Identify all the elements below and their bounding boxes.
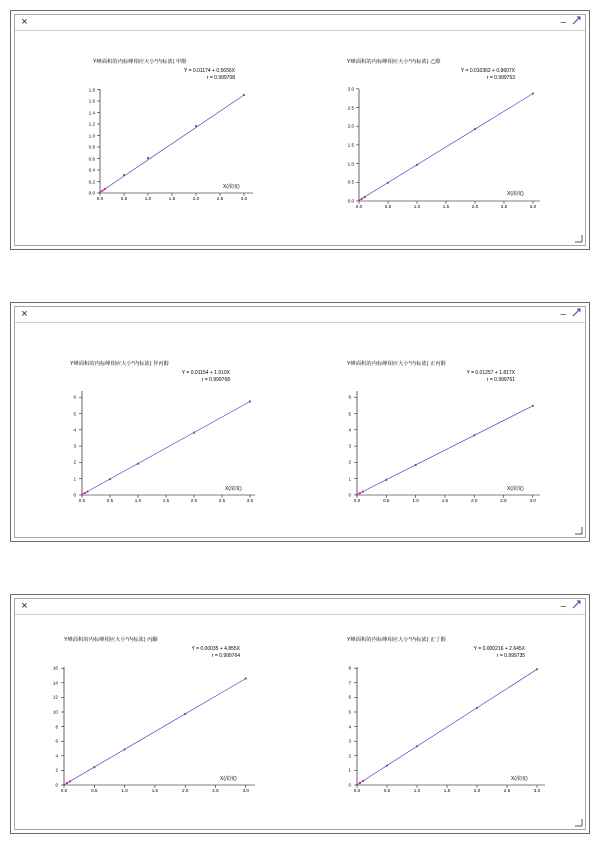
x-tick-label: 3.0 — [246, 498, 254, 503]
y-tick-label: 0.2 — [88, 179, 95, 184]
x-tick-label: 2.5 — [218, 498, 226, 503]
x-tick-label: 0.5 — [120, 196, 128, 201]
y-tick-label: 0.4 — [88, 167, 95, 173]
plot-svg — [335, 85, 545, 217]
y-tick-label: 8 — [348, 665, 351, 671]
x-tick-label: 3.0 — [240, 196, 248, 201]
x-tick-label: 1.0 — [121, 788, 128, 793]
plot-svg — [335, 387, 545, 511]
y-tick-label: 14 — [52, 680, 58, 686]
y-tick-label: 2 — [73, 459, 76, 465]
y-tick-label: 3.0 — [347, 86, 354, 92]
chart-correlation: r = 0.999753 — [486, 75, 515, 81]
x-tick-label: 2.5 — [216, 196, 224, 201]
chart-window-3[interactable] — [10, 594, 590, 834]
y-tick-label: 4 — [348, 427, 351, 433]
plot-svg — [75, 85, 260, 209]
y-tick-label: 0.8 — [88, 144, 95, 150]
x-tick-label: 0.5 — [383, 498, 390, 503]
y-tick-label: 0 — [55, 782, 58, 788]
y-tick-label: 3 — [348, 443, 351, 449]
chart-title: Y峰面积的内标峰相应大小*内标浓) 正丙醇 — [347, 361, 446, 367]
x-tick-label: 0.0 — [355, 204, 363, 209]
chart-correlation: r = 0.999708 — [206, 75, 235, 81]
chart-equation: Y = 0.01257 + 1.817X — [466, 370, 515, 376]
x-tick-label: 0.5 — [106, 498, 114, 503]
titlebar-3[interactable] — [15, 599, 585, 615]
chart-equation: Y = 0.01174 + 0.5656X — [184, 68, 235, 74]
y-tick-label: 12 — [52, 694, 58, 700]
y-tick-label: 1 — [348, 767, 351, 773]
chart-title: Y峰面积的内标峰相应大小*内标浓) 甲醇 — [93, 59, 187, 65]
y-tick-label: 2 — [55, 767, 58, 773]
chart-correlation: r = 0.999761 — [486, 377, 515, 383]
x-tick-label: 0.0 — [78, 498, 86, 503]
x-tick-label: 2.0 — [473, 788, 481, 793]
plot-area — [335, 85, 545, 217]
window-controls-3[interactable] — [560, 600, 581, 613]
chart-equation: Y = 0.01154 + 1.910X — [181, 370, 230, 376]
close-icon[interactable]: × — [21, 16, 28, 28]
x-tick-label: 3.0 — [533, 788, 541, 793]
chart-canvas-3 — [15, 615, 585, 828]
y-tick-label: 5 — [73, 411, 76, 416]
y-tick-label: 1.4 — [88, 110, 95, 115]
x-tick-label: 1.0 — [413, 788, 421, 793]
chart-ethanol[interactable] — [335, 59, 545, 219]
close-icon[interactable]: × — [21, 600, 28, 612]
y-tick-label: 0 — [348, 492, 351, 498]
chart-acetone[interactable] — [40, 637, 260, 802]
x-axis-label: X(浓度) — [507, 191, 524, 197]
maximize-icon[interactable] — [572, 308, 581, 321]
y-tick-label: 5 — [348, 411, 351, 416]
x-tick-label: 0.5 — [91, 788, 98, 793]
y-tick-label: 7 — [348, 680, 351, 686]
y-tick-label: 0.5 — [347, 179, 354, 185]
x-tick-label: 0.5 — [383, 788, 391, 793]
y-tick-label: 0.0 — [88, 190, 95, 196]
minimize-icon[interactable]: – — [560, 600, 566, 612]
x-axis-label: X(浓度) — [511, 776, 528, 782]
x-axis-label: X(浓度) — [507, 486, 524, 492]
plot-area — [40, 663, 260, 802]
x-tick-label: 0.0 — [353, 498, 361, 503]
window-inner-3 — [14, 598, 586, 830]
plot-svg — [60, 387, 260, 511]
y-tick-label: 4 — [55, 753, 58, 759]
y-tick-label: 5 — [348, 709, 351, 715]
chart-isopropanol[interactable] — [60, 361, 260, 511]
x-axis-label: X(浓度) — [223, 184, 240, 190]
x-axis-label: X(浓度) — [225, 486, 242, 492]
x-tick-label: 2.0 — [181, 788, 189, 793]
x-tick-label: 3.0 — [242, 788, 249, 793]
x-tick-label: 2.0 — [471, 204, 479, 209]
minimize-icon[interactable]: – — [560, 308, 566, 320]
y-tick-label: 2 — [348, 459, 351, 465]
x-tick-label: 2.5 — [500, 498, 507, 503]
y-tick-label: 3 — [348, 738, 351, 744]
window-inner-2 — [14, 306, 586, 538]
y-tick-label: 1.6 — [88, 98, 95, 104]
x-tick-label: 1.0 — [134, 498, 142, 503]
minimize-icon[interactable]: – — [560, 16, 566, 28]
x-tick-label: 1.0 — [144, 196, 152, 201]
chart-title: Y峰面积的内标峰相应大小*内标浓) 丙酮 — [64, 637, 158, 643]
x-tick-label: 1.5 — [442, 204, 450, 209]
y-tick-label: 6 — [348, 694, 351, 700]
chart-canvas-1 — [15, 31, 585, 244]
y-tick-label: 6 — [348, 394, 351, 400]
x-tick-label: 1.5 — [162, 498, 170, 503]
x-tick-label: 3.0 — [529, 204, 537, 209]
x-tick-label: 2.5 — [212, 788, 219, 793]
maximize-icon[interactable] — [572, 16, 581, 29]
resize-grip-icon[interactable] — [574, 818, 583, 827]
x-tick-label: 1.5 — [441, 498, 449, 503]
plot-area — [335, 387, 545, 511]
x-tick-label: 0.0 — [353, 788, 361, 793]
chart-equation: Y = 0.010362 + 0.9607X — [460, 68, 515, 74]
y-tick-label: 2 — [348, 753, 351, 759]
x-tick-label: 2.5 — [503, 788, 511, 793]
y-tick-label: 6 — [55, 738, 58, 744]
x-tick-label: 2.5 — [500, 204, 508, 209]
x-axis-label: X(浓度) — [220, 776, 237, 782]
y-tick-label: 0.0 — [347, 198, 354, 204]
y-tick-label: 6 — [73, 394, 76, 400]
x-tick-label: 0.0 — [60, 788, 68, 793]
y-tick-label: 1 — [73, 476, 76, 482]
y-tick-label: 1.2 — [88, 121, 95, 127]
resize-grip-icon[interactable] — [574, 234, 583, 243]
x-tick-label: 1.5 — [443, 788, 451, 793]
x-tick-label: 1.5 — [151, 788, 159, 793]
chart-equation: Y = 0.00035 + 4.855X — [191, 646, 240, 652]
chart-window-2[interactable] — [10, 302, 590, 542]
y-tick-label: 2.5 — [347, 105, 354, 110]
close-icon[interactable]: × — [21, 308, 28, 320]
y-tick-label: 8 — [55, 724, 58, 730]
y-tick-label: 3 — [73, 443, 76, 449]
y-tick-label: 1.0 — [88, 133, 95, 138]
window-controls-2[interactable] — [560, 308, 581, 321]
y-tick-label: 2.0 — [347, 123, 354, 129]
x-tick-label: 2.0 — [470, 498, 478, 503]
y-tick-label: 0 — [73, 492, 76, 498]
chart-canvas-2 — [15, 323, 585, 536]
x-tick-label: 1.0 — [413, 204, 421, 209]
chart-n-propanol[interactable] — [335, 361, 545, 511]
chart-window-1[interactable] — [10, 10, 590, 250]
chart-title: Y峰面积的内标峰相应大小*内标浓) 乙醇 — [347, 59, 441, 65]
x-tick-label: 0.5 — [384, 204, 392, 209]
titlebar-2[interactable] — [15, 307, 585, 323]
x-tick-label: 2.0 — [192, 196, 200, 201]
chart-correlation: r = 0.999764 — [211, 653, 240, 659]
y-tick-label: 4 — [348, 724, 351, 730]
chart-title: Y峰面积的内标峰相应大小*内标浓) 正丁醇 — [347, 637, 446, 643]
y-tick-label: 16 — [52, 665, 58, 671]
y-tick-label: 10 — [52, 709, 58, 715]
x-tick-label: 1.0 — [412, 498, 419, 503]
y-tick-label: 1.0 — [347, 161, 354, 167]
chart-title: Y峰面积的内标峰相应大小*内标浓) 异丙醇 — [70, 361, 169, 367]
x-tick-label: 2.0 — [190, 498, 198, 503]
y-tick-label: 0.6 — [88, 156, 95, 161]
resize-grip-icon[interactable] — [574, 526, 583, 535]
maximize-icon[interactable] — [572, 600, 581, 613]
x-tick-label: 3.0 — [529, 498, 536, 503]
plot-area — [335, 663, 550, 802]
window-controls-1[interactable] — [560, 16, 581, 29]
y-tick-label: 1.5 — [347, 142, 354, 148]
plot-area — [60, 387, 260, 511]
chart-correlation: r = 0.999735 — [496, 653, 525, 659]
plot-area — [75, 85, 260, 209]
chart-methanol[interactable] — [75, 59, 260, 209]
y-tick-label: 1 — [348, 476, 351, 482]
chart-correlation: r = 0.999768 — [201, 377, 230, 383]
y-tick-label: 0 — [348, 782, 351, 788]
y-tick-label: 4 — [73, 427, 76, 433]
y-tick-label: 1.8 — [88, 87, 95, 92]
x-tick-label: 0.0 — [96, 196, 104, 201]
chart-equation: Y = 0.000216 + 2.645X — [473, 646, 525, 652]
chart-n-butanol[interactable] — [335, 637, 550, 802]
x-tick-label: 1.5 — [168, 196, 176, 201]
window-inner-1 — [14, 14, 586, 246]
titlebar-1[interactable] — [15, 15, 585, 31]
